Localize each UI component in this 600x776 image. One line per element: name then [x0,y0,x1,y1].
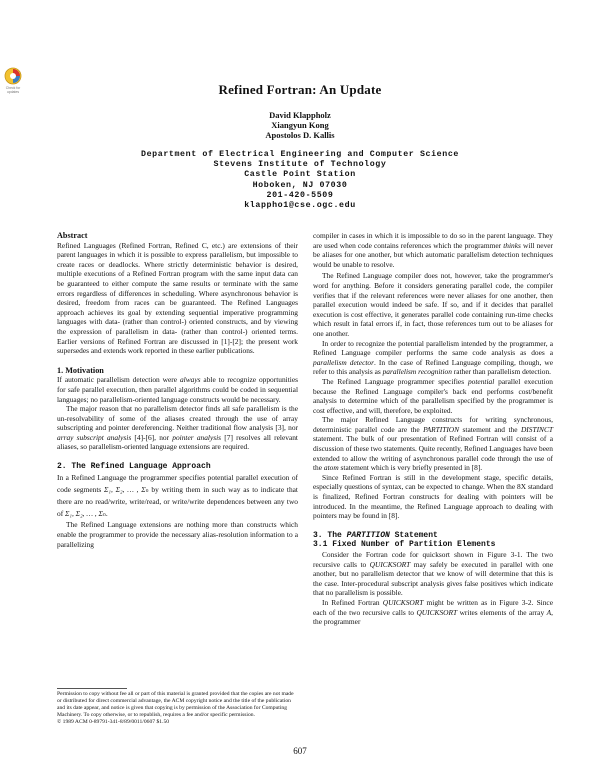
left-column [57,231,298,549]
copyright-footnote [57,688,298,726]
author-name: Xiangyun Kong [271,120,329,130]
email-address: klappho1@cse.ogc.edu [244,201,356,211]
body-paragraph: In order to recognize the potential parallelism intended by the programmer, a Refined Language compiler performs the same code analysis as does a parallelism detector. In the case of Refined Language compiling, though, we refer to this analysis as parallelism recognition rather than parallelism detection. [313,338,554,377]
right-column [313,231,553,627]
address-line: Castle Point Station [244,170,356,180]
department: Department of Electrical Engineering and Computer Science [141,150,459,159]
section-2-paragraph: The Refined Language extensions are nothing more than constructs which enable the programmer to provide the necessary alias-resolution information to a parallelizing [57,520,298,549]
abstract-text: Refined Languages (Refined Fortran, Refined C, etc.) are extensions of their parent languages in which it is possible to express parallelism, but impossible to create races or deadlocks. Where strictly deterministic behavior is desired, multiple executions of a Refined Fortran program with the same input data can be guaranteed to either compute the same results or terminate with the same errors regardless of differences in scheduling. Where asynchronous behavior is desired, freedom from races can be guaranteed. The Refined Languages approach achieves its goal by extending sequential imperative programming languages with data- (rather than control-) oriented constructs, and by viewing the expression of parallelism in data- (rather than control-) oriented terms. Earlier versions of Refined Fortran are discussed in [1]-[2]; the present work supersedes and extends work reported in these earlier publications. [57,240,298,356]
body-paragraph: Consider the Fortran code for quicksort shown in Figure 3-1. The two recursive calls to QUICKSORT may safely be executed in parallel with one another, but no parallelism detector that we know of will determine that this is the case. Inter-procedural subscript analysis gives false positives which indicate that no parallelism is possible. [313,550,553,598]
section-1-heading: 1. Motivation [57,365,104,375]
institution: Stevens Institute of Technology [213,160,387,170]
permission-notice: Permission to copy without fee all or part of this material is granted provided that the copies are not made or distributed for direct commercial advantage, the ACM copyright notice and the title of the publication and its date appear, and notice is given that copying is by permission of the Association for Computing Machinery. To copy otherwise, or to republish, requires a fee and/or specific permission. [57,691,294,719]
section-2-heading: 2. The Refined Language Approach [57,462,211,472]
author-name: Apostolos D. Kallis [265,130,335,140]
author-name: David Klappholz [269,110,331,120]
footnote-rule [57,688,127,689]
body-paragraph: Since Refined Fortran is still in the development stage, specific details, especially questions of syntax, can be expected to change. When the 8X standard is finalized, Refined Fortran constructs for dealing with pointers will be introduced. In the meantime, the Refined Language approach to dealing with pointers may be found in [8]. [313,472,553,521]
city-line: Hoboken, NJ 07030 [252,180,348,190]
section-1-paragraph: If automatic parallelism detection were always able to recognize opportunities for safe parallel execution, then parallel algorithms could be coded in sequential languages; no parallelism-oriented language constructs would be necessary. [57,375,298,404]
page-number: 607 [293,746,307,756]
affiliation-block [0,150,600,211]
phone-number: 201-420-5509 [266,190,334,200]
section-3-heading: 3. The PARTITION Statement [313,530,438,540]
body-paragraph: The Refined Language programmer specifies potential parallel execution because the Refined Language compiler's back end performs cost/benefit analysis to determine which of the parallelism specified by the programmer is cost effective, and will, therefore, be exploited. [313,376,553,415]
section-1-paragraph: The major reason that no parallelism detector finds all safe parallelism is the un-resolvability of some of the aliases created through the use of array subscripting and pointer dereferencing. Neither traditional flow analysis [3], nor array subscript analysis [4]-[6], nor pointer analysis [7] resolves all relevant aliases, so parallelism-oriented language extensions are required. [57,404,298,452]
body-paragraph: compiler in cases in which it is impossible to do so in the parent language. They are used when code contains references which the programmer thinks will never be aliases for one another, but which automatic parallelism detection techniques would be unable to resolve. [313,231,554,269]
body-paragraph: In Refined Fortran QUICKSORT might be written as in Figure 3-2. Since each of the two recursive calls to QUICKSORT writes elements of the array A, the programmer [313,597,554,627]
abstract-heading: Abstract [57,231,88,240]
copyright-line: © 1989 ACM 0-89791-341-8/89/0011/0607 $1.50 [57,719,170,726]
section-2-paragraph: In a Refined Language the programmer specifies potential parallel execution of code segments Σ₁, Σ₂, … , Σₙ by writing them in such way as to indicate that there are no read/write, write/read, or write/write dependences between any two of Σ₁, Σ₂, … , Σₙ. [57,472,298,519]
body-paragraph: The major Refined Language constructs for writing synchronous, deterministic parallel code are the PARTITION statement and the DISTINCT statement. The bulk of our presentation of Refined Fortran will consist of a discussion of these two statements. Quite recently, Refined Languages have been extended to allow the writing of asynchronous parallel code through the use of the atom statement which is very briefly presented in [8]. [313,415,554,473]
author-list [0,110,600,140]
paper-title: Refined Fortran: An Update [218,82,382,97]
body-paragraph: The Refined Language compiler does not, however, take the programmer's word for anything. Before it considers generating parallel code, the compiler verifies that if the relevant references were never aliases for one another, then parallel execution would indeed be safe. If so, and if it decides that parallel execution is cost effective, it generates parallel code containing run-time checks which result in fatal errors if, in fact, those references turn out to be aliases for one another. [313,271,553,338]
section-3-1-heading: 3.1 Fixed Number of Partition Elements [313,540,496,550]
logo-caption: Check for updates [5,86,21,94]
